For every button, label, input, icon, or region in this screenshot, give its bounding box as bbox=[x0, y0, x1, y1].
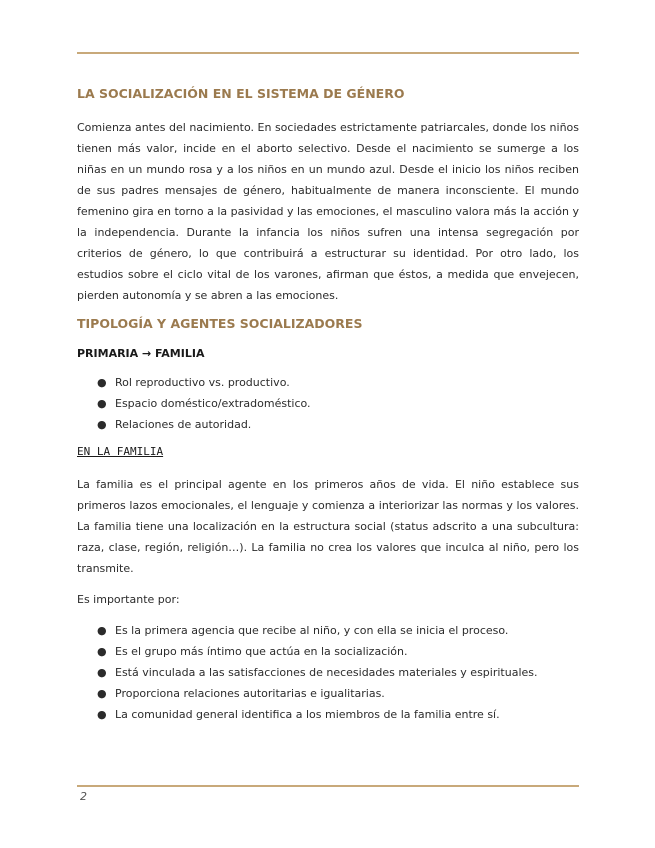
bullet-list-primaria bbox=[77, 372, 579, 435]
bullet-icon: ● bbox=[97, 666, 107, 679]
bullet-icon: ● bbox=[97, 418, 107, 431]
header-rule bbox=[77, 52, 579, 54]
bullet-list-familia bbox=[77, 620, 579, 725]
list-item: ● Es el grupo más íntimo que actúa en la socialización. bbox=[77, 641, 579, 662]
list-item: ● Rol reproductivo vs. productivo. bbox=[77, 372, 579, 393]
bullet-icon: ● bbox=[97, 708, 107, 721]
page-number: 2 bbox=[80, 790, 87, 803]
bullet-icon: ● bbox=[97, 376, 107, 389]
section-title-socializacion: LA SOCIALIZACIÓN EN EL SISTEMA DE GÉNERO bbox=[77, 86, 405, 101]
list-item: ● Espacio doméstico/extradoméstico. bbox=[77, 393, 579, 414]
list-item: ● Proporciona relaciones autoritarias e igualitarias. bbox=[77, 683, 579, 704]
list-item: ● La comunidad general identifica a los miembros de la familia entre sí. bbox=[77, 704, 579, 725]
paragraph-importante: Es importante por: bbox=[77, 593, 180, 606]
bullet-icon: ● bbox=[97, 687, 107, 700]
list-item: ● Es la primera agencia que recibe al niño, y con ella se inicia el proceso. bbox=[77, 620, 579, 641]
bullet-icon: ● bbox=[97, 645, 107, 658]
paragraph-socializacion: Comienza antes del nacimiento. En sociedades estrictamente patriarcales, donde los niños tienen más valor, incide en el aborto selectivo. Desde el nacimiento se sumerge a los niñas en un mundo rosa y a los niños en un mundo azul. Desde el inicio los niños reciben de sus padres mensajes de género, habitualmente de manera inconsciente. El mundo femenino gira en torno a la pasividad y las emociones, el masculino valora más la acción y la independencia. Durante la infancia los niños sufren una intensa segregación por criterios de género, lo que contribuirá a estructurar su identidad. Por otro lado, los estudios sobre el ciclo vital de los varones, afirman que éstos, a medida que envejecen, pierden autonomía y se abren a las emociones. bbox=[77, 121, 579, 302]
footer-rule bbox=[77, 785, 579, 787]
list-item: ● Está vinculada a las satisfacciones de necesidades materiales y espirituales. bbox=[77, 662, 579, 683]
bullet-icon: ● bbox=[97, 397, 107, 410]
paragraph-familia: La familia es el principal agente en los primeros años de vida. El niño establece sus primeros lazos emocionales, el lenguaje y comienza a interiorizar las normas y los valores. La familia tiene una localización en la estructura social (status adscrito a una subcultura: raza, clase, región, religión…). La familia no crea los valores que inculca al niño, pero los transmite. bbox=[77, 478, 579, 575]
subheading-primaria: PRIMARIA → FAMILIA bbox=[77, 347, 205, 360]
document-body bbox=[77, 86, 579, 733]
heading-en-la-familia: EN LA FAMILIA bbox=[77, 445, 164, 458]
bullet-icon: ● bbox=[97, 624, 107, 637]
section-title-tipologia: TIPOLOGÍA Y AGENTES SOCIALIZADORES bbox=[77, 316, 363, 331]
list-item: ● Relaciones de autoridad. bbox=[77, 414, 579, 435]
